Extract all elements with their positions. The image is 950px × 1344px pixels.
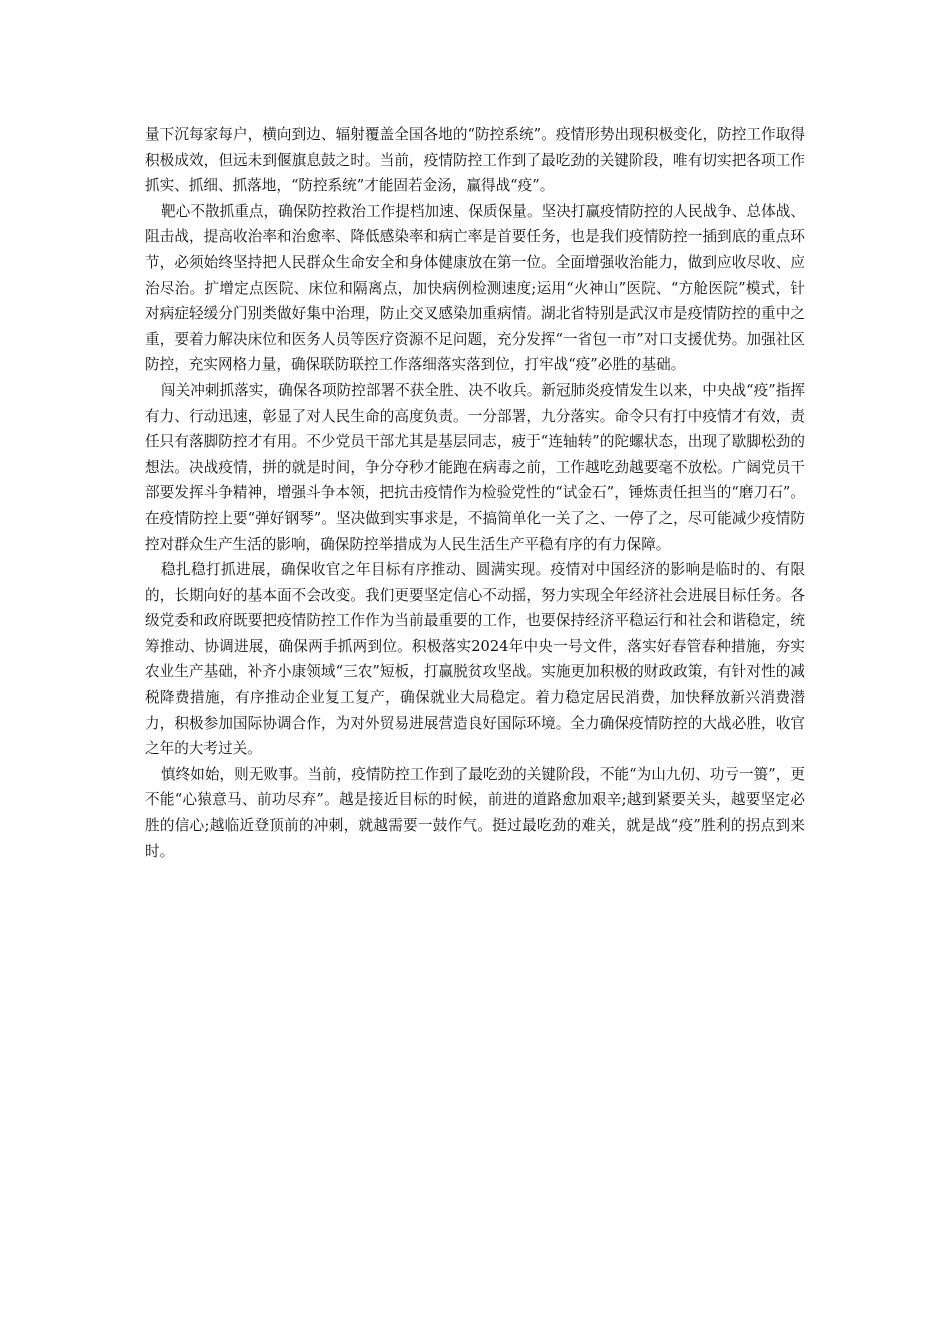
paragraph-5: 慎终如始，则无败事。当前，疫情防控工作到了最吃劲的关键阶段，不能“为山九仞、功亏一篑”，更不能“心猿意马、前功尽弃”。越是接近目标的时候，前进的道路愈加艰辛;越到紧要关头，越要坚定必胜的信心;越临近登顶前的冲刺，就越需要一鼓作气。挺过最吃劲的难关，就是战“疫”胜利的拐点到来时。 [145, 765, 805, 860]
document-body [145, 122, 805, 864]
paragraph-2: 靶心不散抓重点，确保防控救治工作提档加速、保质保量。坚决打赢疫情防控的人民战争、总体战、阻击战，提高收治率和治愈率、降低感染率和病亡率是首要任务，也是我们疫情防控一插到底的重点环节，必须始终坚持把人民群众生命安全和身体健康放在第一位。全面增强收治能力，做到应收尽收、应治尽治。扩增定点医院、床位和隔离点，加快病例检测速度;运用“火神山”医院、“方舱医院”模式，针对病症轻缓分门别类做好集中治理，防止交叉感染加重病情。湖北省特别是武汉市是疫情防控的重中之重，要着力解决床位和医务人员等医疗资源不足问题，充分发挥“一省包一市”对口支援优势。加强社区防控，充实网格力量，确保联防联控工作落细落实落到位，打牢战“疫”必胜的基础。 [145, 202, 805, 374]
paragraph-3: 闯关冲刺抓落实，确保各项防控部署不获全胜、决不收兵。新冠肺炎疫情发生以来，中央战“疫”指挥有力、行动迅速，彰显了对人民生命的高度负责。一分部署，九分落实。命令只有打中疫情才有效，责任只有落脚防控才有用。不少党员干部尤其是基层同志，疲于“连轴转”的陀螺状态，出现了歇脚松劲的想法。决战疫情，拼的就是时间，争分夺秒才能跑在病毒之前，工作越吃劲越要毫不放松。广阔党员干部要发挥斗争精神，增强斗争本领，把抗击疫情作为检验党性的“试金石”，锤炼责任担当的“磨刀石”。在疫情防控上要“弹好钢琴”。坚决做到实事求是，不搞简单化一关了之、一停了之，尽可能减少疫情防控对群众生产生活的影响，确保防控举措成为人民生活生产平稳有序的有力保障。 [145, 381, 805, 553]
paragraph-1: 量下沉每家每户，横向到边、辐射覆盖全国各地的“防控系统”。疫情形势出现积极变化，防控工作取得积极成效，但远未到偃旗息鼓之时。当前，疫情防控工作到了最吃劲的关键阶段，唯有切实把各项工作抓实、抓细、抓落地，“防控系统”才能固若金汤，赢得战“疫”。 [145, 126, 805, 195]
paragraph-4: 稳扎稳打抓进展，确保收官之年目标有序推动、圆满实现。疫情对中国经济的影响是临时的、有限的，长期向好的基本面不会改变。我们更要坚定信心不动摇，努力实现全年经济社会进展目标任务。各级党委和政府既要把疫情防控工作作为当前最重要的工作，也要保持经济平稳运行和社会和谐稳定，统筹推动、协调进展，确保两手抓两到位。积极落实2024年中央一号文件，落实好春管春种措施，夯实农业生产基础，补齐小康领域“三农”短板，打赢脱贫攻坚战。实施更加积极的财政政策，有针对性的减税降费措施，有序推动企业复工复产，确保就业大局稳定。着力稳定居民消费，加快释放新兴消费潜力，积极参加国际协调合作，为对外贸易进展营造良好国际环境。全力确保疫情防控的大战必胜，收官之年的大考过关。 [145, 561, 805, 758]
